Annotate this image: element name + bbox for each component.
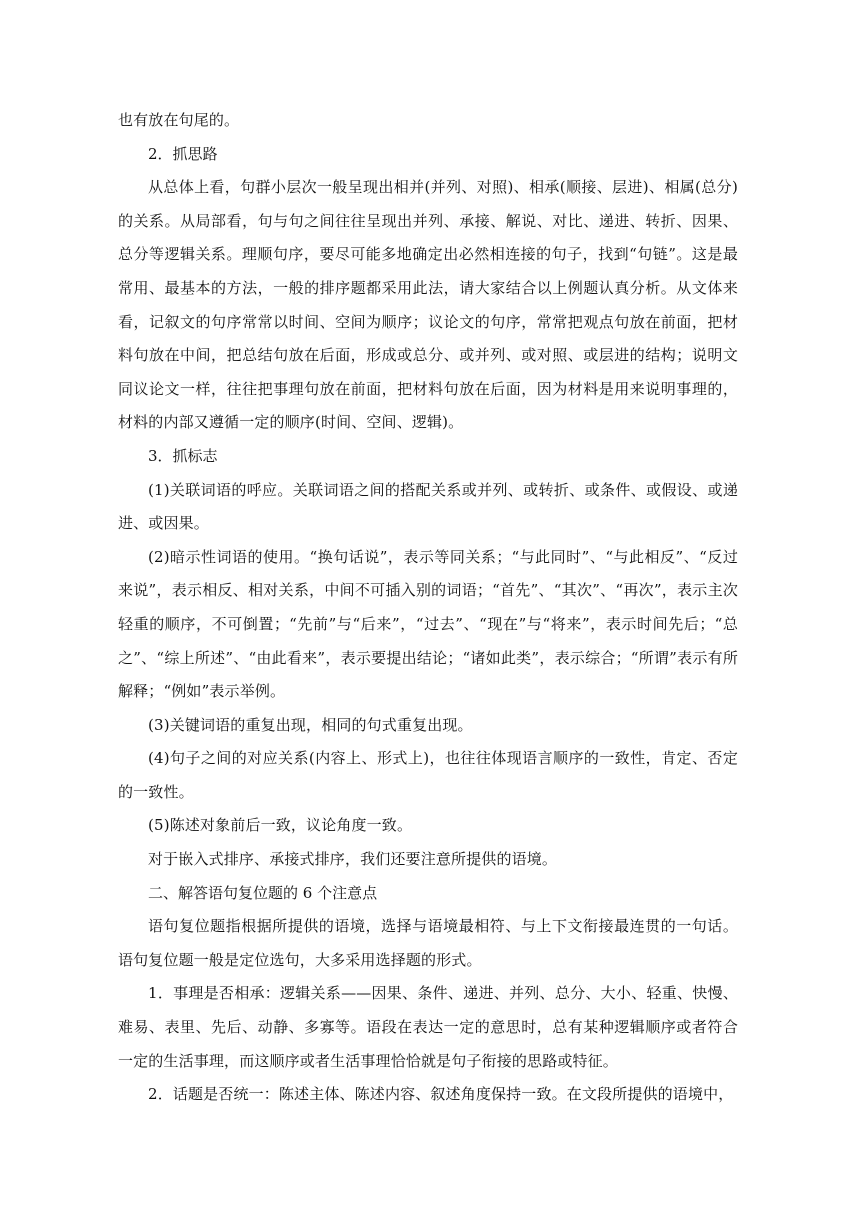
section-heading-markers: 3．抓标志 [148, 446, 218, 465]
paragraph-continuation: 也有放在句尾的。 [118, 111, 240, 129]
paragraph-marker-2: (2)暗示性词语的使用。“换句话说”，表示等同关系；“与此同时”、“与此相反”、“反过来说”，表示相反、相对关系，中间不可插入别的词语；“首先”、“其次”、“再次”，表示主次轻重的顺序，不可倒置；“先前”与“后来”，“过去”、“现在”与“将来”，表示时间先后；“总之”、“综上所述”、“由此看来”，表示要提出结论；“诸如此类”，表示综合；“所谓”表示有所解释；“例如”表示举例。 [118, 547, 738, 701]
paragraph-point-1: 1．事理是否相承：逻辑关系——因果、条件、递进、并列、总分、大小、轻重、快慢、难易、表里、先后、动静、多寡等。语段在表达一定的意思时，总有某种逻辑顺序或者符合一定的生活事理，而这顺序或者生活事理恰恰就是句子衔接的思路或特征。 [118, 984, 738, 1070]
paragraph-marker-5: (5)陈述对象前后一致，议论角度一致。 [148, 816, 413, 835]
paragraph-marker-1: (1)关联词语的呼应。关联词语之间的搭配关系或并列、或转折、或条件、或假设、或递进、或因果。 [118, 480, 738, 533]
section-heading-reposition: 二、解答语句复位题的 6 个注意点 [148, 883, 378, 902]
paragraph-embedded-note: 对于嵌入式排序、承接式排序，我们还要注意所提供的语境。 [148, 850, 558, 869]
paragraph-point-2: 2．话题是否统一：陈述主体、陈述内容、叙述角度保持一致。在文段所提供的语境中， [148, 1085, 734, 1104]
paragraph-reposition-intro: 语句复位题指根据所提供的语境，选择与语境最相符、与上下文衔接最连贯的一句话。语句复位题一般是定位选句，大多采用选择题的形式。 [118, 917, 738, 969]
paragraph-marker-4: (4)句子之间的对应关系(内容上、形式上)，也往往体现语言顺序的一致性，肯定、否定的一致性。 [118, 749, 738, 801]
paragraph-thinking: 从总体上看，句群小层次一般呈现出相并(并列、对照)、相承(顺接、层进)、相属(总分)的关系。从局部看，句与句之间往往呈现出并列、承接、解说、对比、递进、转折、因果、总分等逻辑关系。理顺句序，要尽可能多地确定出必然相连接的句子，找到“句链”。这是最常用、最基本的方法，一般的排序题都采用此法，请大家结合以上例题认真分析。从文体来看，记叙文的句序常常以时间、空间为顺序；议论文的句序，常常把观点句放在前面，把材料句放在中间，把总结句放在后面，形成或总分、或并列、或对照、或层进的结构；说明文同议论文一样，往往把事理句放在前面，把材料句放在后面，因为材料是用来说明事理的，材料的内部又遵循一定的顺序(时间、空间、逻辑)。 [118, 178, 738, 432]
paragraph-marker-3: (3)关键词语的重复出现，相同的句式重复出现。 [148, 715, 473, 734]
section-heading-thinking: 2．抓思路 [148, 144, 218, 163]
document-page [118, 104, 738, 1112]
